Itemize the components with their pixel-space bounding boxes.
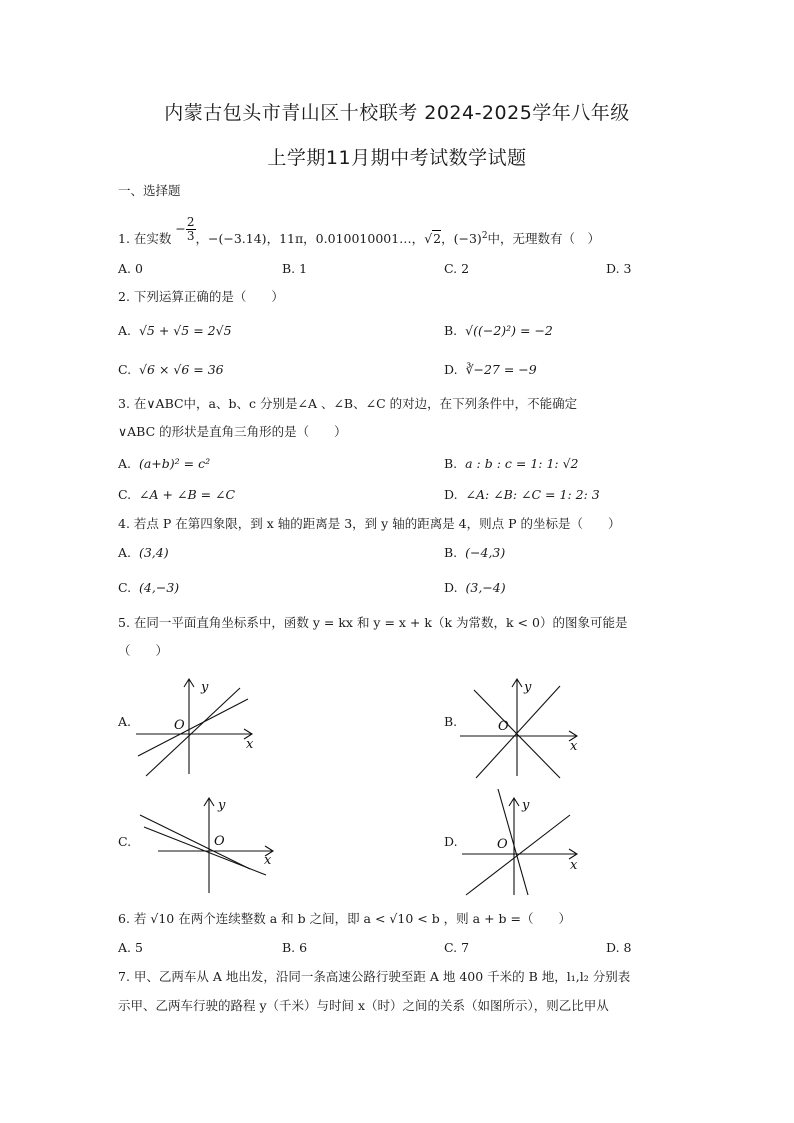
x-axis-label: x: [246, 737, 254, 752]
q7-stem-line-2: 示甲、乙两车行驶的路程 y（千米）与时间 x（时）之间的关系（如图所示），则乙比甲从: [118, 998, 609, 1013]
q1-power-exp: 2: [481, 230, 488, 241]
q4-option-c[interactable]: [118, 580, 179, 595]
q3-option-b-label: B.: [444, 456, 458, 471]
q4-option-c-label: C.: [118, 580, 132, 595]
origin-label: O: [174, 718, 185, 733]
q6-stem: 6. 若 √10 在两个连续整数 a 和 b 之间，即 a < √10 < b ，则 a + b =（ ）: [118, 911, 571, 926]
q4-option-a[interactable]: [118, 545, 169, 560]
q3-option-d-label: D.: [444, 487, 458, 502]
q5-graph-d: [460, 787, 590, 897]
q5-stem-line-2: （ ）: [118, 643, 169, 658]
q3-option-d[interactable]: [444, 487, 600, 502]
graph-line-1: [138, 699, 248, 756]
q2-option-c-expr: √6 × √6 = 36: [139, 362, 224, 377]
q4-option-d-label: D.: [444, 580, 458, 595]
title-line-1: 内蒙古包头市青山区十校联考 2024-2025学年八年级: [164, 102, 630, 124]
q2-option-d-expr: ∛−27 = −9: [465, 362, 537, 377]
q1-power: (−3): [453, 231, 482, 246]
q5-option-d[interactable]: D.: [444, 834, 458, 849]
q1-option-b[interactable]: B. 1: [282, 261, 308, 276]
q3-stem-line-2: ∨ABC 的形状是直角三角形的是（ ）: [118, 424, 347, 439]
q3-option-c-expr: ∠A + ∠B = ∠C: [139, 487, 236, 502]
q5-option-b[interactable]: B.: [444, 714, 458, 729]
q2-stem: 2. 下列运算正确的是（ ）: [118, 289, 284, 304]
q1-sqrt-arg: 2: [433, 231, 442, 246]
q5-option-a[interactable]: A.: [118, 714, 132, 729]
q2-option-c-label: C.: [118, 362, 132, 377]
q3-option-d-expr: ∠A: ∠B: ∠C = 1: 2: 3: [465, 487, 600, 502]
origin-label: O: [498, 719, 509, 734]
q1-suffix: 中，无理数有（ ）: [487, 231, 601, 246]
q6-option-d[interactable]: D. 8: [606, 940, 632, 955]
q4-option-d-expr: (3,−4): [465, 580, 506, 595]
q2-option-a-label: A.: [118, 323, 132, 338]
q3-option-c[interactable]: [118, 487, 235, 502]
q1-option-a[interactable]: A. 0: [118, 261, 143, 276]
y-axis-label: y: [524, 680, 532, 695]
q3-option-c-label: C.: [118, 487, 132, 502]
q5-graph-b: [460, 674, 590, 786]
origin-label: O: [497, 837, 508, 852]
q1-frac-den: 3: [186, 229, 195, 243]
q4-option-d[interactable]: [444, 580, 506, 595]
y-axis-label: y: [218, 798, 226, 813]
q5-graph-a: [136, 674, 266, 786]
q2-option-b-label: B.: [444, 323, 458, 338]
q2-option-d-label: D.: [444, 362, 458, 377]
q7-stem-line-1: 7. 甲、乙两车从 A 地出发，沿同一条高速公路行驶至距 A 地 400 千米的 B 地，l₁,l₂ 分别表: [118, 969, 631, 984]
q1-stem: 1. 在实数 − $\frac{2}{3}$ ，−(−3.14)，11π，0.010010001…，√2，$(-3)^2$中，无理数有（ ）: [118, 215, 601, 246]
graph-line-2: [146, 688, 240, 776]
q4-option-a-label: A.: [118, 545, 132, 560]
section-heading: 一、选择题: [118, 183, 181, 198]
q1-prefix: 1. 在实数: [118, 231, 172, 246]
x-axis-label: x: [570, 739, 578, 754]
q2-option-d[interactable]: [444, 362, 537, 377]
graph-line-1: [140, 815, 250, 869]
q2-option-b-expr: √((−2)²) = −2: [465, 323, 553, 338]
q6-option-c[interactable]: C. 7: [444, 940, 470, 955]
graph-line-2: [466, 815, 570, 895]
q5-stem-line-1: 5. 在同一平面直角坐标系中，函数 y = kx 和 y = x + k（k 为常数，k < 0）的图象可能是: [118, 615, 628, 630]
q3-option-a-expr: (a+b)² = c²: [138, 456, 211, 471]
title-line-2: 上学期11月期中考试数学试题: [267, 147, 527, 169]
q5-option-c[interactable]: C.: [118, 834, 132, 849]
q6-option-a[interactable]: A. 5: [118, 940, 143, 955]
origin-label: O: [214, 834, 225, 849]
q4-stem: 4. 若点 P 在第四象限，到 x 轴的距离是 3，到 y 轴的距离是 4，则点 P 的坐标是（ ）: [118, 516, 621, 531]
q2-option-a[interactable]: [118, 323, 232, 338]
y-axis-label: y: [201, 680, 209, 695]
q2-option-a-expr: √5 + √5 = 2√5: [138, 323, 232, 338]
q5-graph-c: [136, 793, 276, 897]
q2-option-c[interactable]: [118, 362, 224, 377]
q4-option-a-expr: (3,4): [138, 545, 169, 560]
q3-option-b[interactable]: [444, 456, 579, 471]
q4-option-b-label: B.: [444, 545, 458, 560]
q3-option-a-label: A.: [118, 456, 132, 471]
q2-option-b[interactable]: [444, 323, 553, 338]
q1-frac-num: 2: [186, 215, 195, 229]
q4-option-b-expr: (−4,3): [465, 545, 506, 560]
graph-line-2: [476, 686, 560, 778]
q4-option-b[interactable]: [444, 545, 505, 560]
q3-option-a[interactable]: [118, 456, 210, 471]
q3-option-b-expr: a : b : c = 1: 1: √2: [465, 456, 579, 471]
x-axis-label: x: [570, 858, 578, 873]
q1-items: −(−3.14)，11π，0.010010001…，: [208, 231, 425, 246]
x-axis-label: x: [264, 853, 272, 868]
q3-stem-line-1: 3. 在∨ABC中，a、b、c 分别是∠A 、∠B、∠C 的对边，在下列条件中，不能确定: [118, 396, 578, 411]
q4-option-c-expr: (4,−3): [139, 580, 180, 595]
q6-option-b[interactable]: B. 6: [282, 940, 308, 955]
q1-option-c[interactable]: C. 2: [444, 261, 470, 276]
y-axis-label: y: [522, 798, 530, 813]
q1-option-d[interactable]: D. 3: [606, 261, 632, 276]
